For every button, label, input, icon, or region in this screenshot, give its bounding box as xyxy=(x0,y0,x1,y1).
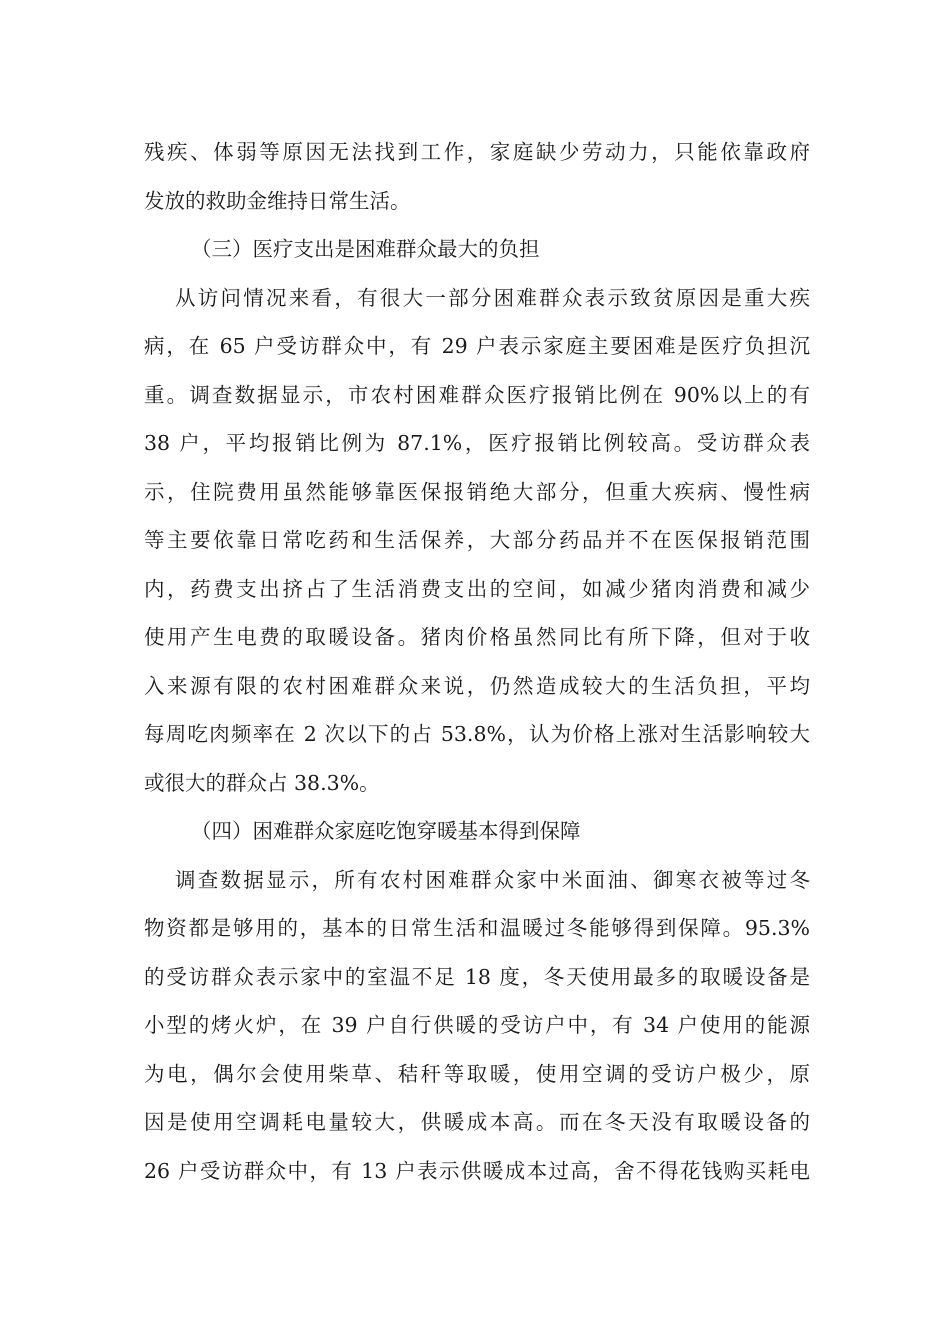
heading-4 xyxy=(144,807,810,856)
text-line: 调查数据显示，所有农村困难群众家中米面油、御寒衣被等过冬 xyxy=(175,867,810,892)
paragraph-continued xyxy=(144,128,810,225)
text-line: 等主要依靠日常吃药和生活保养，大部分药品并不在医保报销范围 xyxy=(144,528,810,552)
text-line: 示，住院费用虽然能够靠医保报销绝大部分，但重大疾病、慢性病 xyxy=(144,479,810,504)
paragraph-medical xyxy=(144,274,810,808)
document-page xyxy=(144,128,810,1195)
text-line: 残疾、体弱等原因无法找到工作，家庭缺少劳动力，只能依靠政府 xyxy=(144,140,810,164)
text-line: 使用产生电费的取暖设备。猪肉价格虽然同比有所下降，但对于收 xyxy=(144,625,810,649)
text-line: 入来源有限的农村困难群众来说，仍然造成较大的生活负担，平均 xyxy=(144,673,810,698)
text-line: 的受访群众表示家中的室温不足 18 度，冬天使用最多的取暖设备是 xyxy=(144,964,810,989)
text-line: 重。调查数据显示，市农村困难群众医疗报销比例在 90%以上的有 xyxy=(144,382,810,407)
text-line: 发放的救助金维持日常生活。 xyxy=(144,188,411,213)
text-line: 小型的烤火炉，在 39 户自行供暖的受访户中，有 34 户使用的能源 xyxy=(144,1013,810,1037)
text-line: 38 户，平均报销比例为 87.1%，医疗报销比例较高。受访群众表 xyxy=(144,431,810,455)
text-line: 为电，偶尔会使用柴草、秸秆等取暖，使用空调的受访户极少，原 xyxy=(144,1061,810,1086)
heading-3 xyxy=(144,225,810,274)
text-line: 26 户受访群众中，有 13 户表示供暖成本过高，舍不得花钱购买耗电 xyxy=(144,1158,810,1183)
text-line: 因是使用空调耗电量较大，供暖成本高。而在冬天没有取暖设备的 xyxy=(144,1110,810,1134)
paragraph-warmth xyxy=(144,856,810,1196)
text-line: 物资都是够用的，基本的日常生活和温暖过冬能够得到保障。95.3% xyxy=(144,916,810,940)
text-line: 病，在 65 户受访群众中，有 29 户表示家庭主要困难是医疗负担沉 xyxy=(144,334,810,358)
section-heading: （四）困难群众家庭吃饱穿暖基本得到保障 xyxy=(191,819,581,843)
text-line: 或很大的群众占 38.3%。 xyxy=(144,770,380,795)
text-line: 内，药费支出挤占了生活消费支出的空间，如减少猪肉消费和减少 xyxy=(144,576,810,601)
text-line: 每周吃肉频率在 2 次以下的占 53.8%，认为价格上涨对生活影响较大 xyxy=(144,722,810,746)
section-heading: （三）医疗支出是困难群众最大的负担 xyxy=(191,237,540,261)
text-line: 从访问情况来看，有很大一部分困难群众表示致贫原因是重大疾 xyxy=(175,285,810,310)
